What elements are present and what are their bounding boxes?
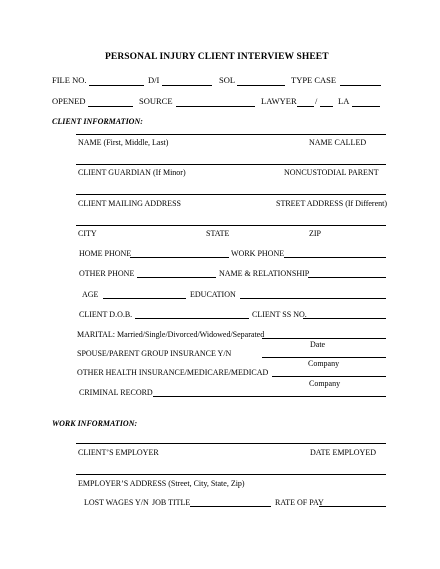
city-label: CITY <box>78 229 97 238</box>
education-label: EDUCATION <box>190 290 236 299</box>
ssn-label: CLIENT SS NO. <box>252 310 307 319</box>
marital-label: MARITAL: Married/Single/Divorced/Widowed/Separated <box>77 330 265 339</box>
rate-of-pay-label: RATE OF PAY <box>275 498 324 507</box>
zip-label: ZIP <box>309 229 321 238</box>
name-relationship-field[interactable] <box>308 277 386 278</box>
mailing-label: CLIENT MAILING ADDRESS <box>78 199 181 208</box>
file-no-label: FILE NO. <box>52 75 87 85</box>
name-relationship-label: NAME & RELATIONSHIP <box>219 269 310 278</box>
employer-line[interactable] <box>76 443 386 444</box>
marital-date-label: Date <box>310 340 326 349</box>
city-line[interactable] <box>76 225 386 226</box>
noncustodial-label: NONCUSTODIAL PARENT <box>284 168 379 177</box>
lawyer-label: LAWYER <box>261 96 297 106</box>
sol-field[interactable] <box>237 85 285 86</box>
job-title-label: JOB TITLE <box>152 498 191 507</box>
rate-of-pay-field[interactable] <box>319 506 386 507</box>
guardian-line[interactable] <box>76 164 386 165</box>
di-field[interactable] <box>162 85 212 86</box>
type-case-label: TYPE CASE <box>291 75 337 85</box>
age-field[interactable] <box>103 298 186 299</box>
other-insurance-field[interactable] <box>272 376 386 377</box>
lost-wages-label: LOST WAGES Y/N <box>84 498 149 507</box>
guardian-label: CLIENT GUARDIAN (If Minor) <box>78 168 186 177</box>
client-info-heading: CLIENT INFORMATION: <box>52 117 143 126</box>
sol-label: SOL <box>219 75 236 85</box>
employer-address-label: EMPLOYER’S ADDRESS (Street, City, State, Zip) <box>78 479 245 488</box>
ssn-field[interactable] <box>303 318 386 319</box>
work-phone-field[interactable] <box>284 257 386 258</box>
job-title-field[interactable] <box>190 506 271 507</box>
other-insurance-label: OTHER HEALTH INSURANCE/MEDICARE/MEDICAD <box>77 368 269 377</box>
other-phone-label: OTHER PHONE <box>79 269 135 278</box>
opened-label: OPENED <box>52 96 86 106</box>
spouse-company-label: Company <box>308 359 340 368</box>
other-phone-field[interactable] <box>137 277 216 278</box>
la-field[interactable] <box>352 106 380 107</box>
lawyer-separator: / <box>315 96 318 106</box>
mailing-line[interactable] <box>76 194 386 195</box>
date-employed-label: DATE EMPLOYED <box>310 448 376 457</box>
lawyer-second-field[interactable] <box>320 106 333 107</box>
criminal-record-label: CRIMINAL RECORD <box>79 388 153 397</box>
la-label: LA <box>338 96 350 106</box>
age-label: AGE <box>82 290 99 299</box>
other-company-label: Company <box>309 379 341 388</box>
employer-label: CLIENT’S EMPLOYER <box>78 448 159 457</box>
name-line[interactable] <box>76 134 386 135</box>
home-phone-field[interactable] <box>130 257 229 258</box>
home-phone-label: HOME PHONE <box>79 249 132 258</box>
employer-address-line[interactable] <box>76 474 386 475</box>
opened-field[interactable] <box>88 106 133 107</box>
name-called-label: NAME CALLED <box>309 138 367 147</box>
street-label: STREET ADDRESS (If Different) <box>276 199 388 208</box>
source-field[interactable] <box>176 106 255 107</box>
source-label: SOURCE <box>139 96 173 106</box>
work-phone-label: WORK PHONE <box>231 249 285 258</box>
work-info-heading: WORK INFORMATION: <box>52 419 138 428</box>
spouse-insurance-label: SPOUSE/PARENT GROUP INSURANCE Y/N <box>77 349 232 358</box>
dob-field[interactable] <box>135 318 249 319</box>
criminal-record-field[interactable] <box>153 396 386 397</box>
dob-label: CLIENT D.O.B. <box>79 310 133 319</box>
file-no-field[interactable] <box>89 85 144 86</box>
spouse-insurance-field[interactable] <box>262 357 386 358</box>
name-label: NAME (First, Middle, Last) <box>78 138 169 147</box>
lawyer-field[interactable] <box>297 106 314 107</box>
marital-field[interactable] <box>262 338 386 339</box>
state-label: STATE <box>206 229 230 238</box>
type-case-field[interactable] <box>340 85 381 86</box>
page-title: PERSONAL INJURY CLIENT INTERVIEW SHEET <box>105 52 329 62</box>
di-label: D/I <box>148 75 160 85</box>
education-field[interactable] <box>240 298 386 299</box>
